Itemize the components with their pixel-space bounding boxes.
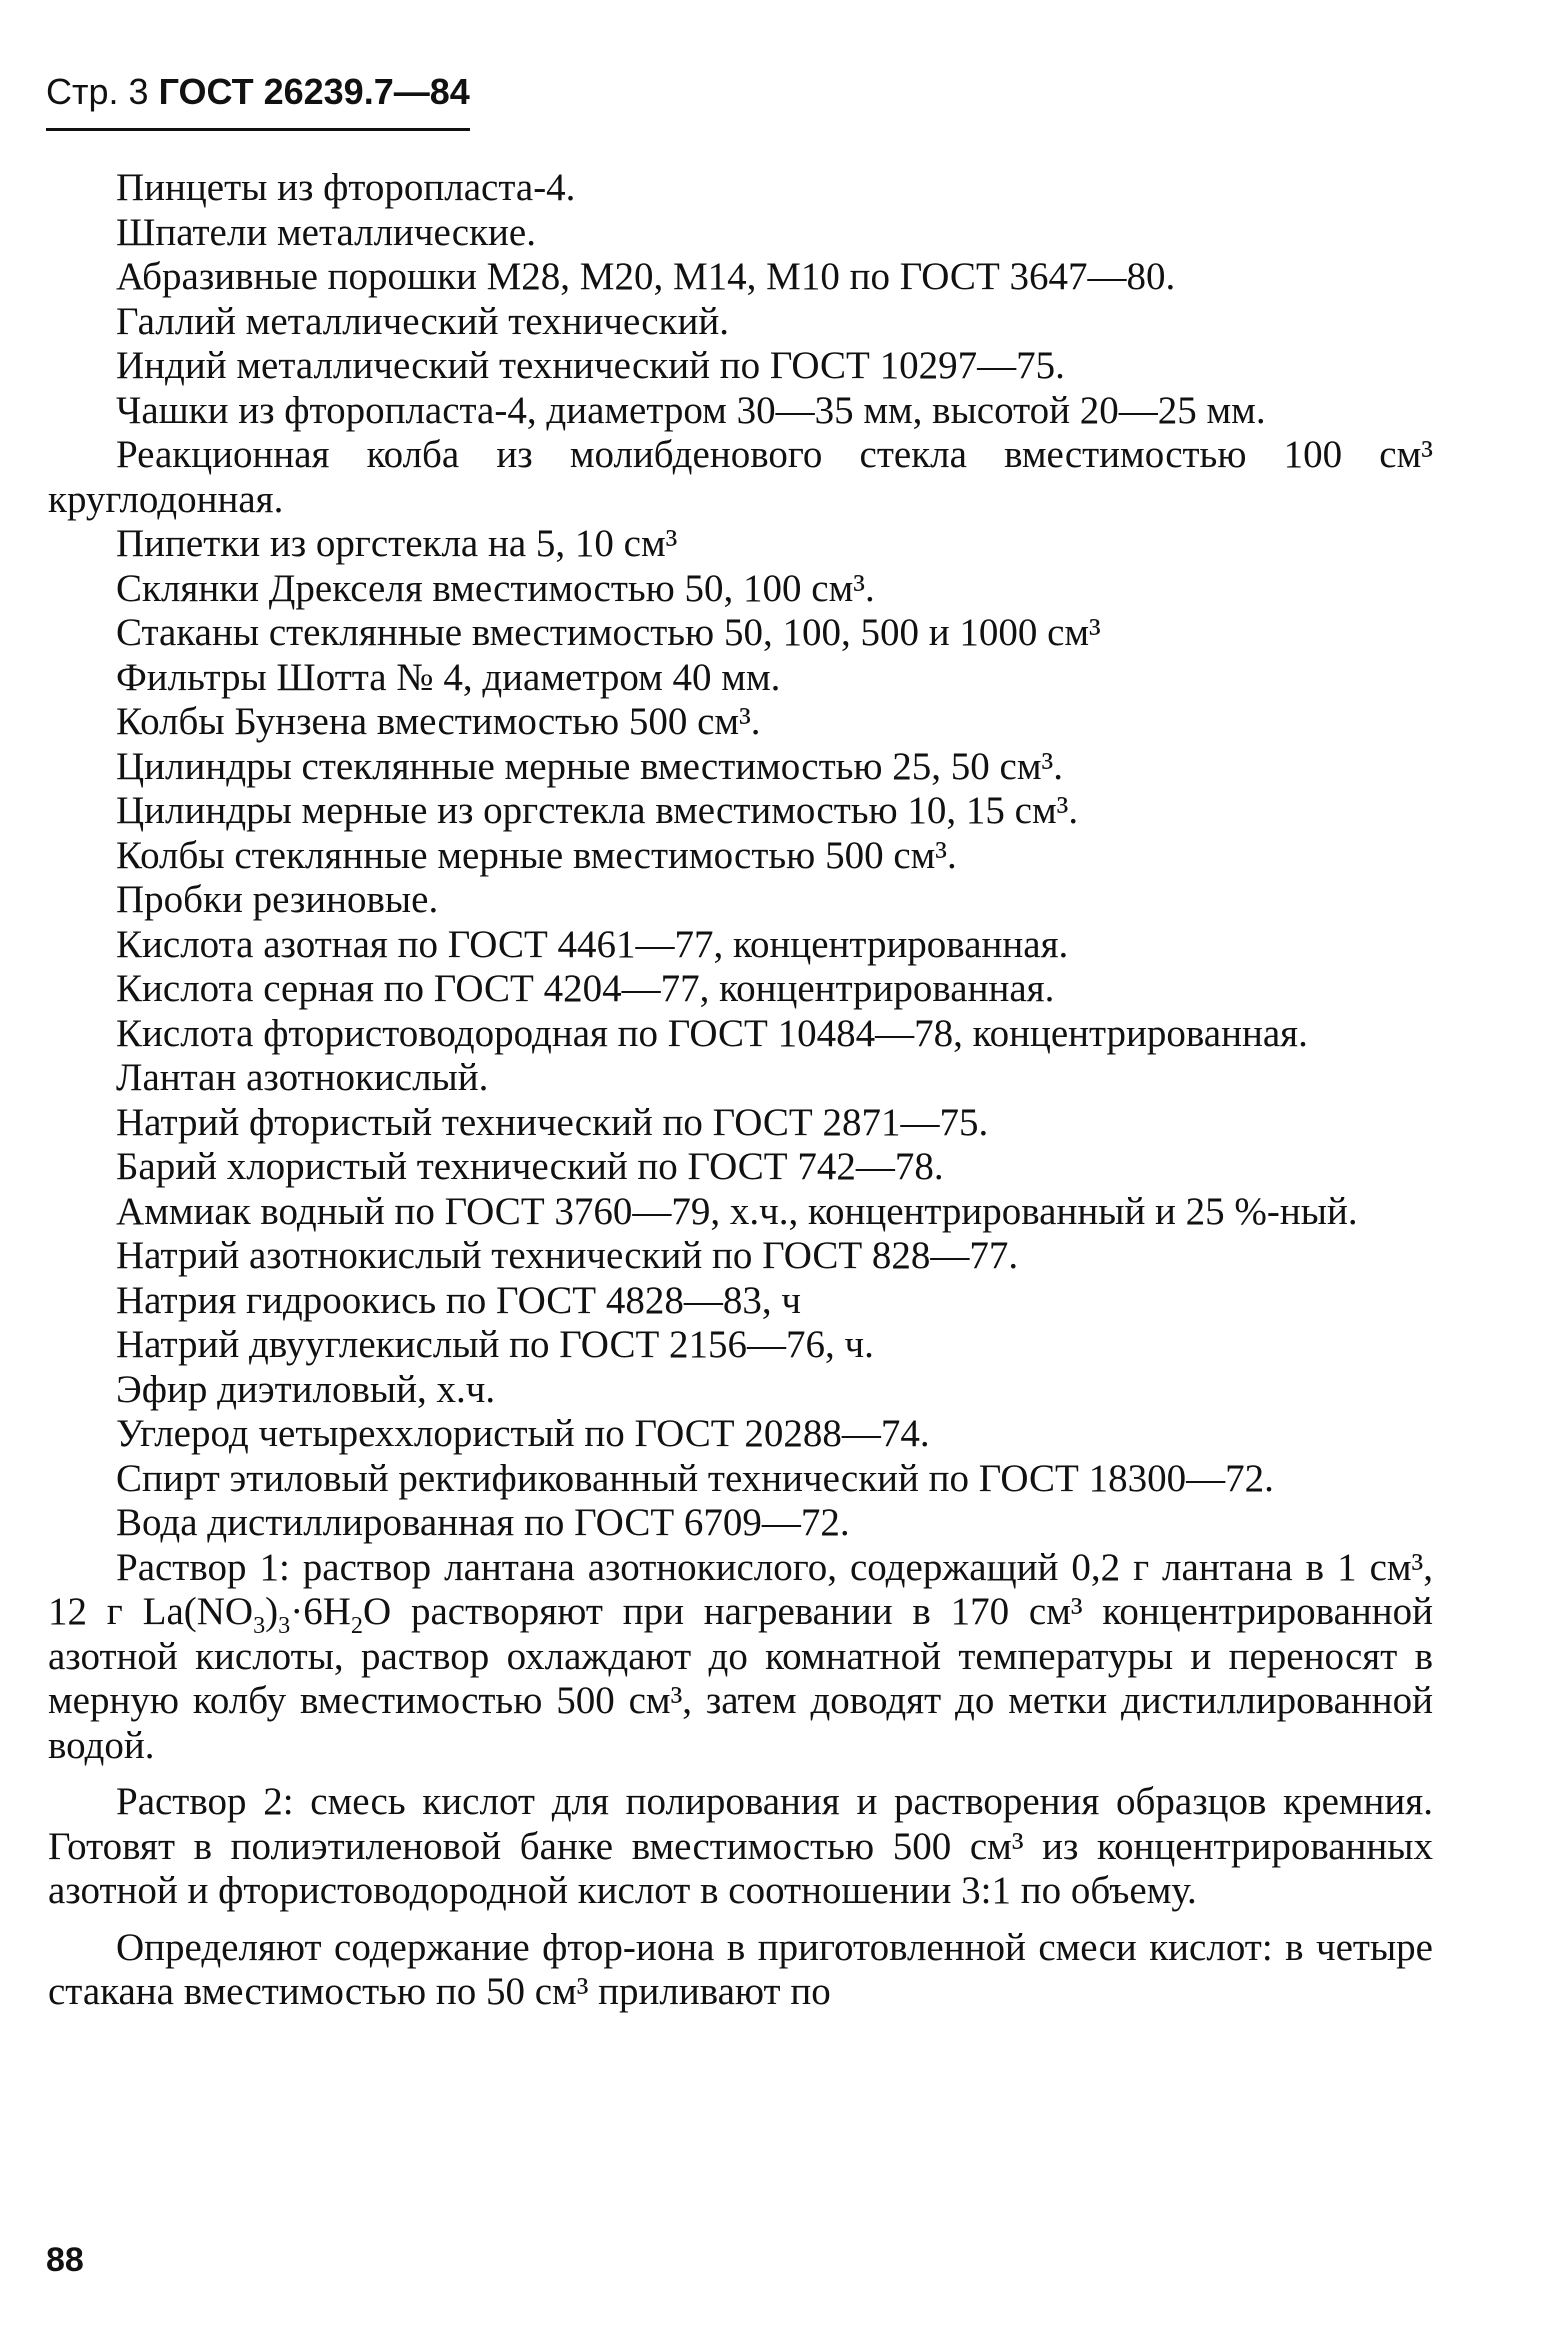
list-item: Пипетки из оргстекла на 5, 10 см³: [116, 522, 678, 565]
list-item: Галлий металлический технический.: [116, 299, 729, 343]
list-item: Индий металлический технический по ГОСТ 10297—75.: [116, 344, 1065, 387]
list-item: Натрий азотнокислый технический по ГОСТ 828—77.: [116, 1234, 1019, 1277]
list-item: Фильтры Шотта № 4, диаметром 40 мм.: [116, 655, 781, 699]
running-header: [46, 70, 470, 114]
list-item: Реакционная колба из молибденового стекла вместимостью 100 см³ круглодонная.: [48, 433, 1433, 521]
list-item: Кислота серная по ГОСТ 4204—77, концентрированная.: [116, 967, 1055, 1010]
list-item: Натрий фтористый технический по ГОСТ 2871—75.: [116, 1100, 989, 1144]
list-item: Кислота азотная по ГОСТ 4461—77, концентрированная.: [116, 922, 1069, 966]
page-label: Стр. 3: [46, 71, 149, 112]
list-item: Абразивные порошки М28, М20, М14, М10 по ГОСТ 3647—80.: [116, 255, 1176, 298]
list-item: Колбы стеклянные мерные вместимостью 500 см³.: [116, 833, 957, 877]
list-item: Чашки из фторопласта-4, диаметром 30—35 мм, высотой 20—25 мм.: [116, 388, 1266, 432]
solution-2-paragraph: Раствор 2: смесь кислот для полирования и растворения образцов кремния. Готовят в полиэтиленовой банке вместимостью 500 см³ из концентрированных азотной и фтористоводородной кислот в соотношении 3:1 по объему.: [48, 1780, 1433, 1912]
list-item: Склянки Дрекселя вместимостью 50, 100 см³.: [116, 566, 875, 610]
list-item: Колбы Бунзена вместимостью 500 см³.: [116, 700, 761, 743]
solution-1-text-end: растворяют при нагревании в 170 см³ концентрированной азотной кислоты, раствор охлаждают до комнатной температуры и переносят в мерную колбу вместимостью 500 см³, затем доводят до метки дистиллированной водой.: [48, 1590, 1434, 1767]
list-item: Натрия гидроокись по ГОСТ 4828—83, ч: [116, 1278, 801, 1322]
chemical-formula: $La(NO_3)_3\cdot 6H_2O$: [142, 1590, 392, 1639]
list-item: Натрий двууглекислый по ГОСТ 2156—76, ч.: [116, 1323, 874, 1366]
list-item: Барий хлористый технический по ГОСТ 742—78.: [116, 1145, 944, 1188]
list-item: Аммиак водный по ГОСТ 3760—79, х.ч., концентрированный и 25 %-ный.: [116, 1189, 1358, 1233]
header-rule: [46, 128, 470, 131]
list-item: Шпатели металлические.: [116, 210, 536, 254]
list-item: Цилиндры мерные из оргстекла вместимостью 10, 15 см³.: [116, 789, 1079, 832]
page-number: 88: [46, 2241, 84, 2279]
list-item: Спирт этиловый ректификованный технический по ГОСТ 18300—72.: [116, 1456, 1274, 1500]
list-item: Лантан азотнокислый.: [116, 1056, 489, 1099]
list-item: Пинцеты из фторопласта-4.: [116, 166, 576, 209]
list-item: Пробки резиновые.: [116, 878, 439, 921]
fluoride-determination-paragraph: Определяют содержание фтор-иона в приготовленной смеси кислот: в четыре стакана вместимостью по 50 см³ приливают по: [48, 1925, 1433, 2013]
list-item: Цилиндры стеклянные мерные вместимостью 25, 50 см³.: [116, 744, 1063, 788]
solution-1-paragraph: [48, 1546, 1433, 1769]
list-item: Кислота фтористоводородная по ГОСТ 10484—78, концентрированная.: [116, 1011, 1308, 1055]
standard-code: ГОСТ 26239.7—84: [158, 71, 470, 112]
list-item: Вода дистиллированная по ГОСТ 6709—72.: [116, 1501, 850, 1544]
list-item: Углерод четыреххлористый по ГОСТ 20288—74.: [116, 1412, 930, 1455]
solution-1-text-start: Раствор 1: раствор лантана азотнокислого, содержащий 0,2 г лантана в 1 см³, 12 г: [48, 1545, 1433, 1633]
list-item: Стаканы стеклянные вместимостью 50, 100, 500 и 1000 см³: [116, 611, 1101, 654]
body-text: [48, 166, 1433, 2015]
list-item: Эфир диэтиловый, х.ч.: [116, 1367, 496, 1411]
